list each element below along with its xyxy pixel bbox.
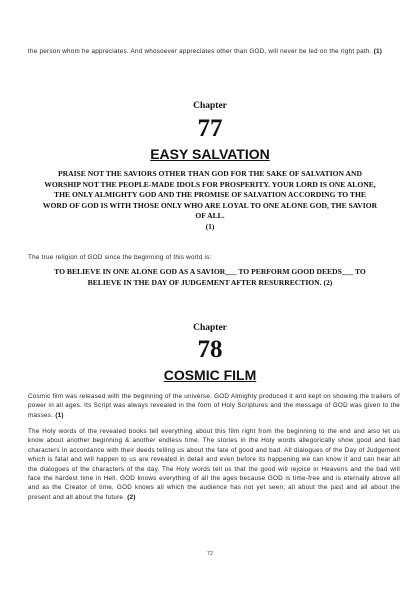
chapter-78-paragraph-2 (28, 427, 400, 502)
chapter-77-lead-text: The true religion of GOD since the beginning of this world is: (28, 254, 212, 261)
chapter-77-creed (42, 267, 378, 288)
page-number: 72 (206, 551, 214, 557)
continuation-paragraph (28, 47, 400, 56)
chapter-78-label: Chapter (193, 323, 227, 333)
chapter-77-intro-text: PRAISE NOT THE SAVIORS OTHER THAN GOD FOR THE SAKE OF SALVATION AND WORSHIP NOT THE PEOPLE-MADE IDOLS FOR PROSPERITY. YOUR LORD IS ONE ALONE, THE ONLY ALMIGHTY GOD AND THE PROMISE OF SALVATION ACCORDING TO THE WORD OF GOD IS WITH THOSE ONLY WHO ARE LOYAL TO ONE ALONE GOD, THE SAVIOR OF ALL. (42, 169, 378, 221)
chapter-77-title: EASY SALVATION (150, 146, 270, 162)
chapter-77-intro-ref: (1) (205, 221, 215, 231)
chapter-77-number: 77 (197, 115, 223, 142)
chapter-77-creed-ref: (2) (323, 277, 333, 287)
continuation-ref: (1) (373, 48, 382, 55)
chapter-78-number: 78 (197, 336, 223, 363)
chapter-78-paragraph-2-ref: (2) (127, 493, 136, 501)
chapter-78-paragraph-1-ref: (1) (55, 411, 64, 419)
chapter-77-label: Chapter (193, 101, 227, 111)
chapter-78-paragraph-2-text: The Holy words of the revealed books tell everything about this film right from the beginning to the end and also let us know about another beginning & another endless time. The stories in the Holy words allegorically show good and bad characters in accordance with their deeds telling us about the fate of good and bad. All dialogues of the Day of Judgement which is fatal and will happen to us are revealed in detail and even before its happening we can know it and can hear all the dialogues of the characters of the day. The Holy words tell us that the good will rejoice in Heavens and the bad will face the hardest time in Hell. GOD knows everything of all the ages because GOD is time-free and is eternally above all and as the Creator of time, GOD knows all which the audience has not yet seen; all about the past and all about the present and all about the future. (28, 428, 400, 501)
chapter-77-intro (42, 169, 378, 233)
chapter-78-paragraph-1 (28, 392, 400, 420)
chapter-78-title: COSMIC FILM (163, 367, 257, 383)
chapter-78-paragraph-1-text: Cosmic film was released with the beginning of the universe. GOD Almighty produced it and kept on showing the trailers of power in all ages. Its Script was always revealed in the form of Holy Scriptures and the message of GOD was given to the masses. (28, 393, 400, 419)
chapter-77-creed-text: TO BELIEVE IN ONE ALONE GOD AS A SAVIOR___ TO PERFORM GOOD DEEDS___ TO BELIEVE IN THE DAY OF JUDGEMENT AFTER RESURRECTION. (54, 267, 366, 287)
continuation-text: the person whom he appreciates. And whosoever appreciates other than GOD, will never be led on the right path. (28, 48, 372, 55)
